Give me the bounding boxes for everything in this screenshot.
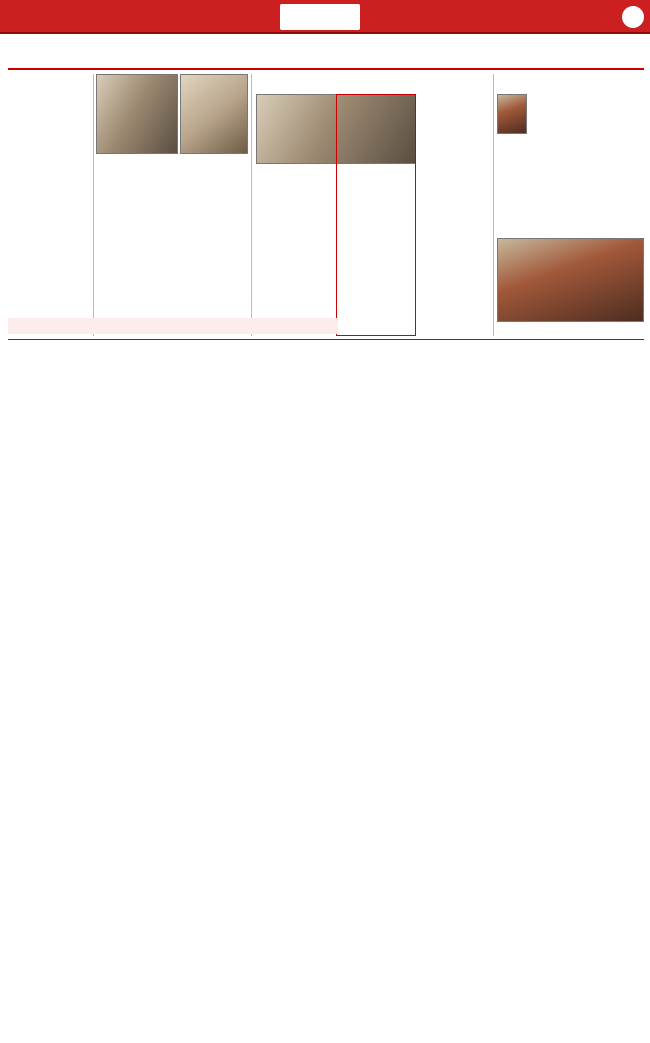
- lead-continuation: [96, 158, 248, 336]
- rule: [8, 68, 644, 70]
- shah-caption: [497, 323, 644, 337]
- lead-story: [8, 74, 90, 336]
- politics-story-2: [420, 94, 490, 336]
- divider: [93, 74, 94, 336]
- divider: [251, 74, 252, 336]
- shah-photo: [497, 238, 644, 322]
- page-number: [622, 6, 644, 28]
- politics-box: [336, 94, 416, 336]
- lead-photo-1: [96, 74, 178, 154]
- rule: [8, 339, 644, 340]
- divider: [493, 74, 494, 336]
- shah-photo-inset: [497, 94, 527, 134]
- section-label: [280, 4, 360, 30]
- politics-story: [256, 168, 332, 336]
- shah-story: [497, 136, 644, 236]
- excise-deck: [8, 318, 338, 334]
- lead-photo-2: [180, 74, 248, 154]
